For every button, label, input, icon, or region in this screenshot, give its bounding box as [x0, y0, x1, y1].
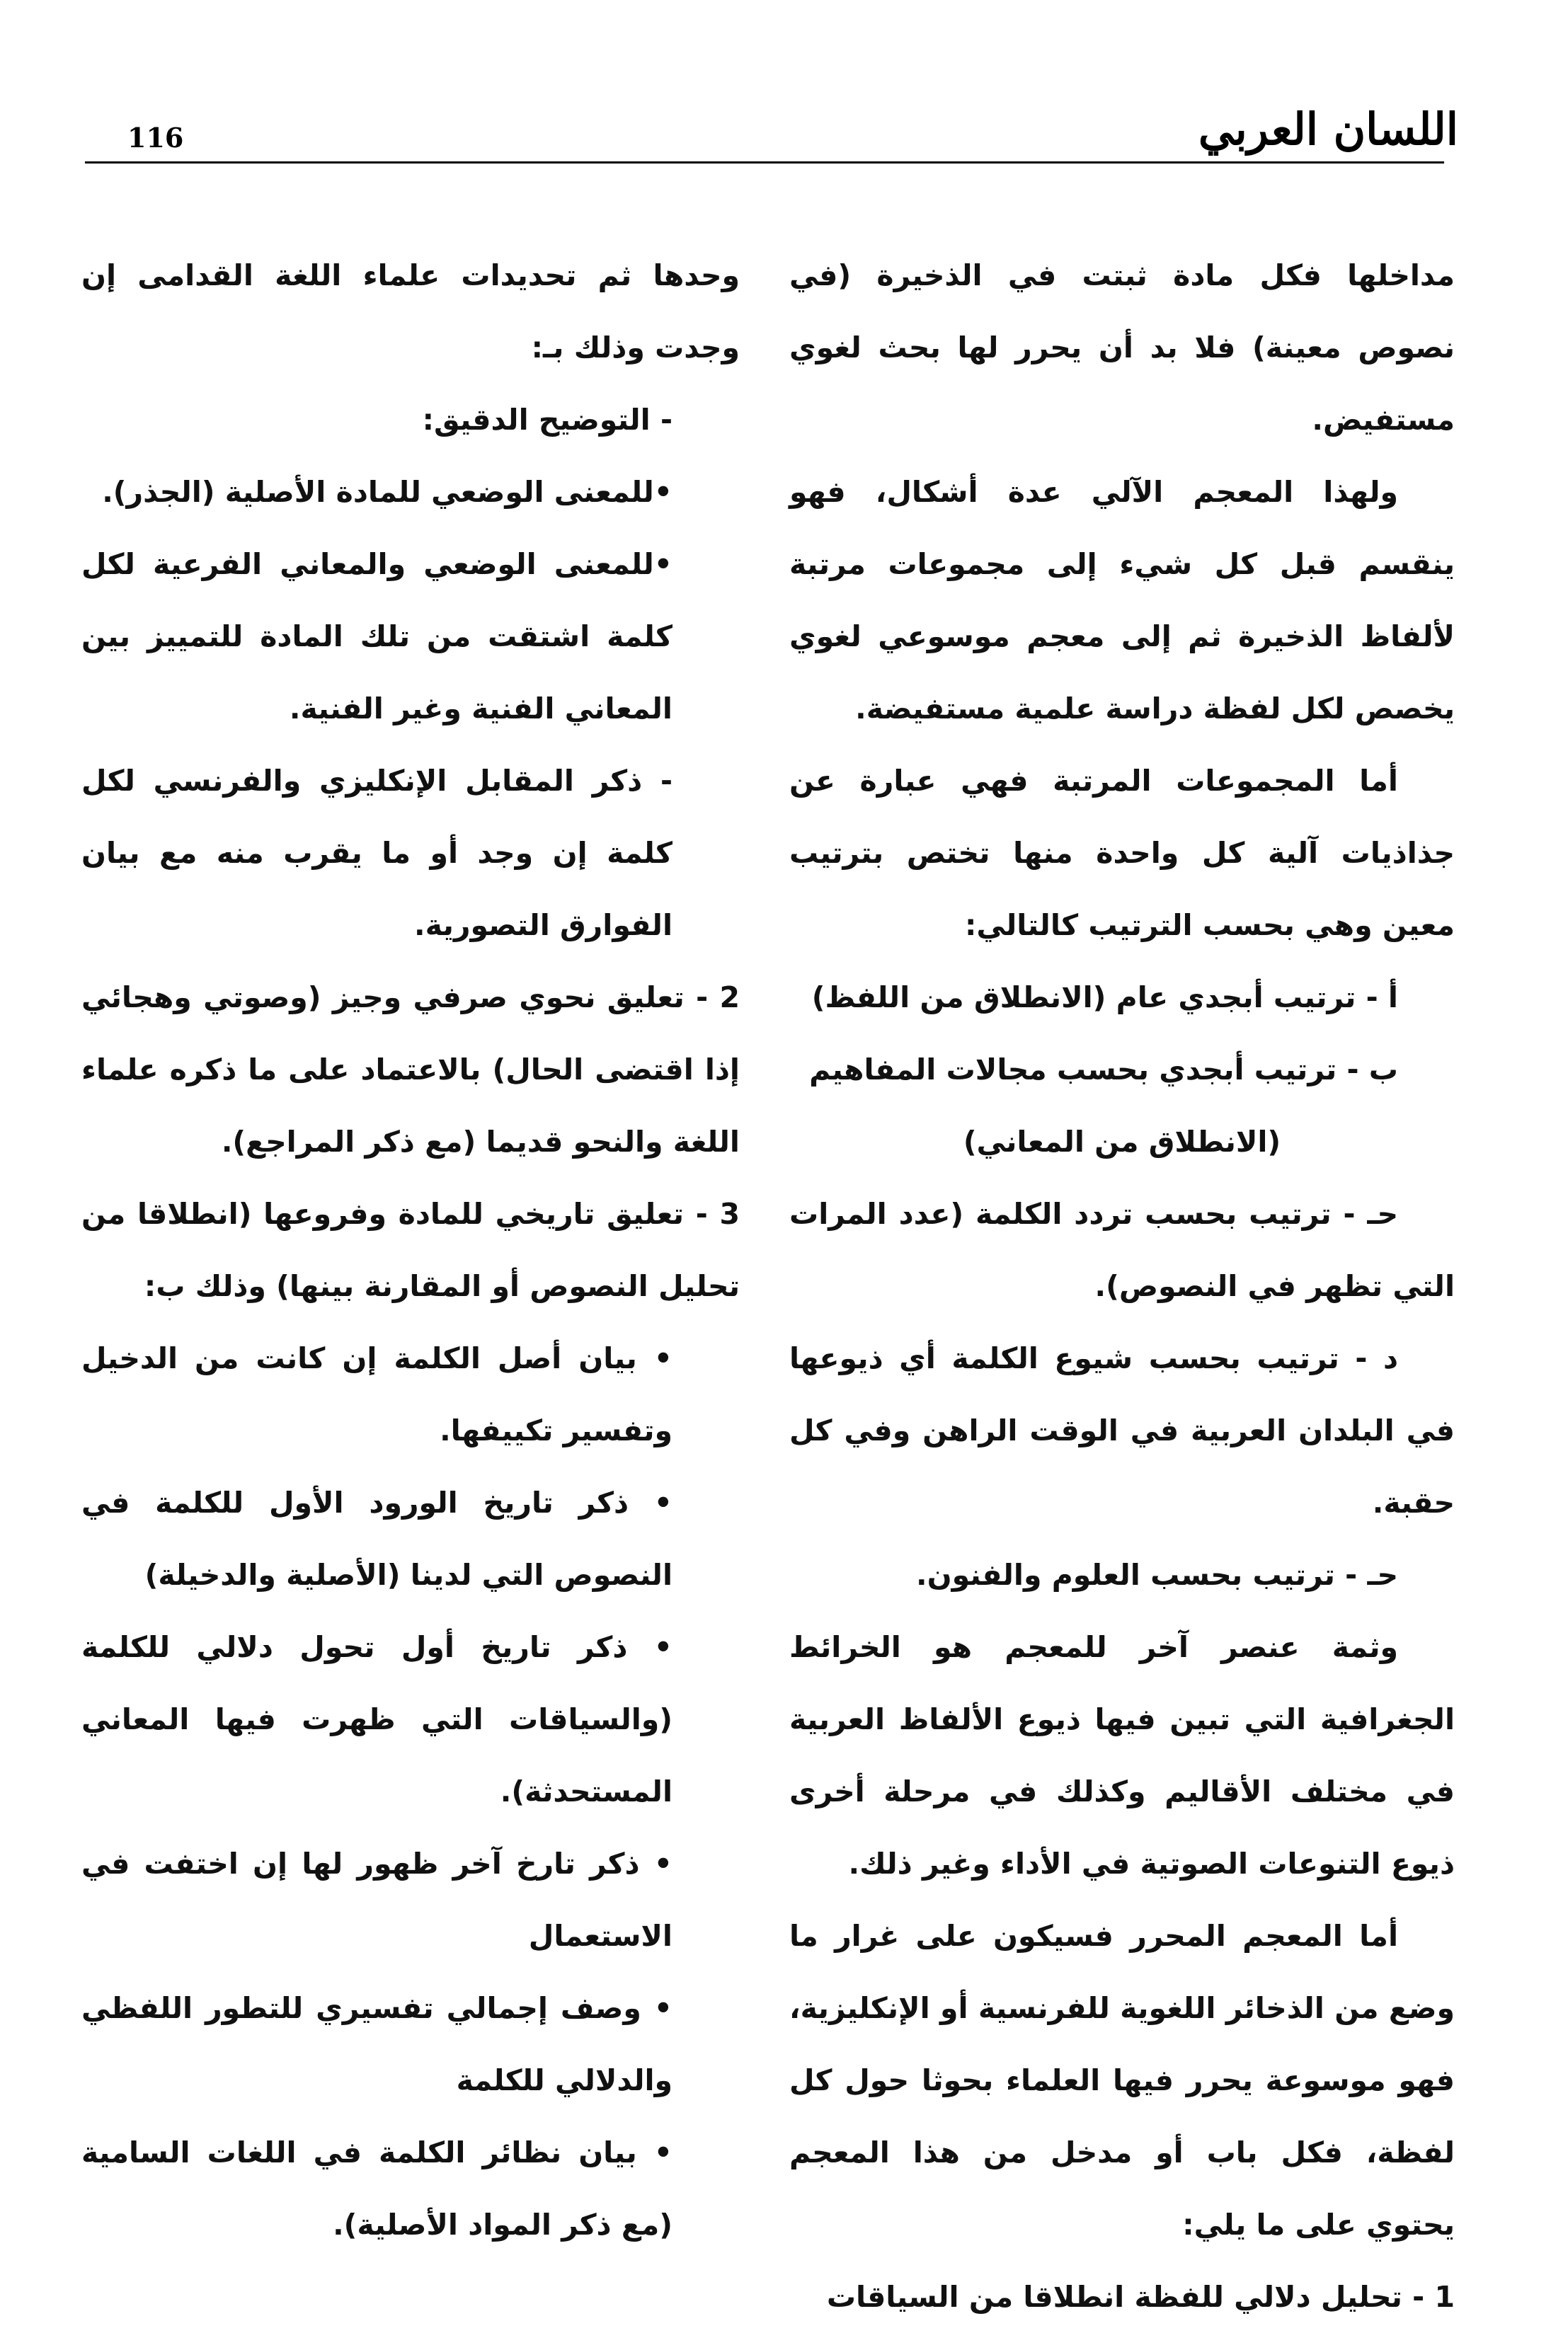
list-item: • ذكر تاريخ أول تحول دلالي للكلمة (والسياقات التي ظهرت فيها المعاني المستحدثة).: [81, 1630, 673, 1808]
right-column: [789, 239, 1455, 2333]
list-item: د - ترتيب بحسب شيوع الكلمة أي ذيوعها في البلدان العربية في الوقت الراهن وفي كل حقبة.: [789, 1341, 1455, 1520]
list-item: • بيان نظائر الكلمة في اللغات السامية (مع ذكر المواد الأصلية).: [81, 2136, 673, 2242]
list-item: حـ - ترتيب بحسب تردد الكلمة (عدد المرات التي تظهر في النصوص).: [789, 1197, 1455, 1303]
list-item: ب - ترتيب أبجدي بحسب مجالات المفاهيم: [809, 1053, 1398, 1087]
list-item-continuation: (الانطلاق من المعاني): [963, 1125, 1281, 1159]
page-number: 116: [127, 122, 184, 154]
list-item: 2 - تعليق نحوي صرفي وجيز (وصوتي وهجائي إذا اقتضى الحال) بالاعتماد على ما ذكره علماء اللغة والنحو قديما (مع ذكر المراجع).: [81, 980, 740, 1159]
paragraph: وثمة عنصر آخر للمعجم هو الخرائط الجغرافية التي تبين فيها ذيوع الألفاظ العربية في مختلف الأقاليم وكذلك في مرحلة أخرى ذيوع التنوعات الصوتية في الأداء وغير ذلك.: [789, 1630, 1455, 1881]
paragraph: أما المعجم المحرر فسيكون على غرار ما وضع من الذخائر اللغوية للفرنسية أو الإنكليزية، فهو موسوعة يحرر فيها العلماء بحوثا حول كل لفظة، فكل باب أو مدخل من هذا المعجم يحتوي على ما يلي:: [789, 1919, 1455, 2242]
list-item: • بيان أصل الكلمة إن كانت من الدخيل وتفسير تكييفها.: [81, 1341, 673, 1448]
list-item: •للمعنى الوضعي للمادة الأصلية (الجذر).: [102, 475, 673, 509]
paragraph: مداخلها فكل مادة ثبتت في الذخيرة (في نصوص معينة) فلا بد أن يحرر لها بحث لغوي مستفيض.: [789, 258, 1455, 437]
paragraph: ولهذا المعجم الآلي عدة أشكال، فهو ينقسم قبل كل شيء إلى مجموعات مرتبة لألفاظ الذخيرة ثم إلى معجم موسوعي لغوي يخصص لكل لفظة دراسة علمية مستفيضة.: [789, 475, 1455, 726]
journal-logo: اللسان العربي: [1198, 103, 1458, 155]
list-item: 1 - تحليل دلالي للفظة انطلاقا من السياقات: [826, 2280, 1455, 2314]
list-item: • ذكر تارخ آخر ظهور لها إن اختفت في الاستعمال: [81, 1847, 673, 1953]
paragraph: وحدها ثم تحديدات علماء اللغة القدامى إن وجدت وذلك بـ:: [81, 258, 740, 365]
left-column: [81, 239, 740, 2261]
list-item: •للمعنى الوضعي والمعاني الفرعية لكل كلمة اشتقت من تلك المادة للتمييز بين المعاني الفنية وغير الفنية.: [81, 547, 673, 726]
list-item: أ - ترتيب أبجدي عام (الانطلاق من اللفظ): [811, 980, 1398, 1014]
list-item: حـ - ترتيب بحسب العلوم والفنون.: [916, 1558, 1398, 1592]
paragraph: أما المجموعات المرتبة فهي عبارة عن جذاذيات آلية كل واحدة منها تختص بترتيب معين وهي بحسب الترتيب كالتالي:: [789, 764, 1455, 942]
list-item: • وصف إجمالي تفسيري للتطور اللفظي والدلالي للكلمة: [81, 1991, 673, 2097]
list-item: - ذكر المقابل الإنكليزي والفرنسي لكل كلمة إن وجد أو ما يقرب منه مع بيان الفوارق التصورية.: [81, 764, 673, 942]
list-item: 3 - تعليق تاريخي للمادة وفروعها (انطلاقا من تحليل النصوص أو المقارنة بينها) وذلك ب:: [81, 1197, 740, 1303]
list-item: • ذكر تاريخ الورود الأول للكلمة في النصوص التي لدينا (الأصلية والدخيلة): [81, 1486, 673, 1592]
header-rule: [85, 161, 1444, 164]
list-item: - التوضيح الدقيق:: [422, 403, 673, 437]
